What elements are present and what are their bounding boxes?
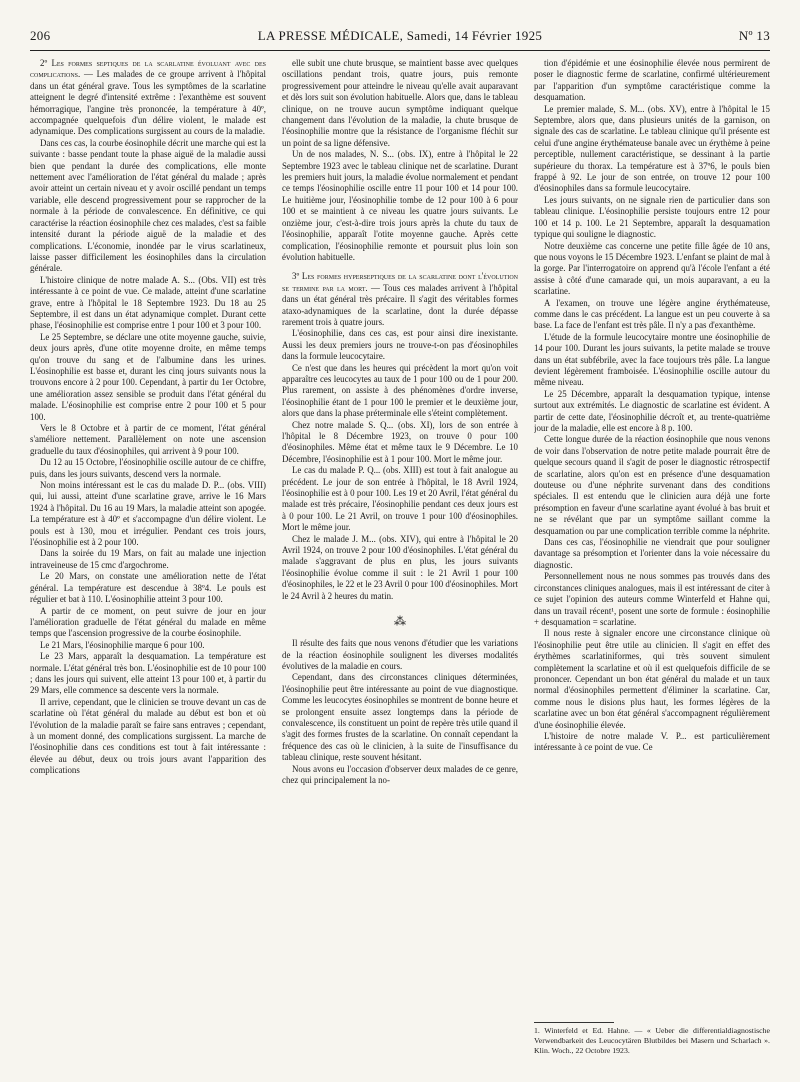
paragraph: Il résulte des faits que nous venons d'étudier que les variations de la réaction éosinophile soulignent les diverses modalités évolutives de la maladie en cours. xyxy=(282,638,518,671)
paragraph: L'histoire clinique de notre malade A. S... (Obs. VII) est très intéressante à ce point de vue. Ce malade, atteint d'une scarlatine grave, entre à l'hôpital le 18 Septembre 1923. Du 18 au 25 Septembre, il est dans un état adynamique complet. Durant cette phase, l'éosinophilie est comprise entre 1 pour 100 et 3 pour 100. xyxy=(30,274,266,331)
paragraph: Cependant, dans des circonstances cliniques déterminées, l'éosinophilie peut être intéressante au point de vue diagnostique. Comme les leucocytes éosinophiles se montrent de bonne heure et se prolongent ensuite assez longtemps dans la période de convalescence, ils constituent un point de repère très utile quand il s'agit des formes frustes de la scarlatine. On connaît cependant la fréquence des cas où le clinicien, à la suite de l'insuffisance du tableau clinique, reste souvent hésitant. xyxy=(282,672,518,763)
paragraph: Dans ces cas, l'éosinophilie ne viendrait que pour souligner davantage sa présomption et l'orienter dans la voie nécessaire du diagnostic. xyxy=(534,537,770,570)
page-number: 206 xyxy=(30,28,51,43)
paragraph: Les jours suivants, on ne signale rien de particulier dans son tableau clinique. L'éosinophilie persiste toujours entre 12 pour 100 et 14 p. 100. Le 21 Septembre, apparaît la desquamation typique qui souligne le diagnostic. xyxy=(534,194,770,240)
column-2 xyxy=(282,58,518,1058)
paragraph: Non moins intéressant est le cas du malade D. P... (obs. VIII) qui, lui aussi, atteint d'une scarlatine grave, arrive le 16 Mars 1924 à l'hôpital. Du 16 au 19 Mars, la maladie atteint son apogée. La température est à 40º et s'accompagne d'un délire violent. Le pouls est à 130, mou et irrégulier. Pendant ces trois jours, l'éosinophilie est à 2 pour 100. xyxy=(30,480,266,548)
column-1 xyxy=(30,58,266,1058)
section-heading: 3º Les formes hyperseptiques de la scarlatine dont l'évolution se termine par la mort. xyxy=(282,271,518,293)
paragraph: Chez notre malade S. Q... (obs. XI), lors de son entrée à l'hôpital le 8 Décembre 1923, on trouve 0 pour 100 d'éosinophiles. Même état et même taux le 9 Décembre. Le 10 Décembre, l'éosinophilie est à 1 pour 100. Mort le même jour. xyxy=(282,419,518,464)
footnote-rule xyxy=(534,1022,614,1023)
issue-number: Nº 13 xyxy=(738,28,770,43)
paragraph: Le 21 Mars, l'éosinophilie marque 6 pour 100. xyxy=(40,639,205,650)
paragraph: Du 12 au 15 Octobre, l'éosinophilie oscille autour de ce chiffre, puis, dans les jours suivants, descend vers la normale. xyxy=(30,457,266,479)
section-gap xyxy=(282,263,518,271)
paragraph: Cette longue durée de la réaction éosinophile que nous venons de voir dans l'observation de notre petite malade pourrait être de quelque secours quand il s'agit de poser le diagnostic rétrospectif de scarlatine, alors qu'on est en présence d'une desquamation douteuse ou d'une néphrite survenant dans des conditions spéciales. Il est entendu que le clinicien aura déjà une forte présomption en faveur d'une scarlatine ayant évolué à bas bruit et ne se révélant que par un symptôme saillant comme la desquamation ou par une complication terrible comme la néphrite. xyxy=(534,434,770,536)
paragraph: Chez le malade J. M... (obs. XIV), qui entre à l'hôpital le 20 Avril 1924, on trouve 2 pour 100 d'éosinophiles. L'état général du malade s'aggravant de plus en plus, les jours suivants l'éosinophilie évolue comme il suit : le 21 Avril 1 pour 100 d'éosinophiles, le 22 et le 23 Avril 0 pour 100 d'éosinophiles. Mort le 24 Avril à 2 heures du matin. xyxy=(282,533,518,601)
paragraph: A partir de ce moment, on peut suivre de jour en jour l'amélioration graduelle de l'état général du malade en même temps que l'ascension progressive de la courbe éosinophile. xyxy=(30,605,266,639)
paragraph: Il nous reste à signaler encore une circonstance clinique où l'éosinophilie peut être utile au clinicien. Il s'agit en effet des érythèmes scarlatiniformes, qui très souvent simulent complètement la scarlatine et où il est quelquefois difficile de se prononcer. Cependant un bon état général du malade et un taux normal d'éosinophiles permettent d'éliminer la scarlatine. Car, comme nous le disions plus haut, les formes légères de la scarlatine avec un bon état général s'accompagnent régulièrement d'une éosinophilie élevée. xyxy=(534,628,770,730)
paragraph: Le 23 Mars, apparaît la desquamation. La température est normale. L'état général très bon. L'éosinophilie est de 10 pour 100 ; dans les jours qui suivent, elle atteint 13 pour 100 et, à partir du 29 Mars, elle commence sa descente vers la normale. xyxy=(30,651,266,696)
paragraph: Ce n'est que dans les heures qui précèdent la mort qu'on voit apparaître ces leucocytes au taux de 1 pour 100 ou de 1 pour 200. Plus rarement, on assiste à des phénomènes d'ordre inverse, l'éosinophilie étant de 1 pour 100 le premier et le deuxième jour, alors que dans la phase préterminale elle s'éteint complètement. xyxy=(282,362,518,419)
paragraph: 2º Les formes septiques de la scarlatine évoluant avec des complications. — Les malades de ce groupe arrivent à l'hôpital dans un état général grave. Tous les symptômes de la scarlatine atteignent le degré d'intensité extrême : l'exanthème est souvent hémorragique, l'angine très prononcée, la température à 40º, accompagnée quelquefois d'un délire violent, le malade est adynamique. Des complications surgissent au cours de la maladie. xyxy=(30,58,266,137)
paragraph: L'étude de la formule leucocytaire montre une éosinophilie de 14 pour 100. Durant les jours suivants, la petite malade se trouve dans un état subfébrile, avec la face toujours très pâle. La langue devient légèrement framboisée. L'éosinophilie oscille autour du même niveau. xyxy=(534,331,770,388)
section-heading: 2º Les formes septiques de la scarlatine évoluant avec des complications. xyxy=(30,58,266,80)
paragraph: Le cas du malade P. Q... (obs. XIII) est tout à fait analogue au précédent. Le jour de son entrée à l'hôpital, le 18 Avril 1924, l'éosinophilie est à 0 pour 100. Les 19 et 20 Avril, l'état général du malade est très précaire, l'éosinophilie pendant ces deux jours est à 0 pour 100. Le 21 Avril, on trouve 1 pour 100 d'éosinophiles. Mort le même jour. xyxy=(282,465,518,533)
paragraph: Le 25 Décembre, apparaît la desquamation typique, intense surtout aux extrémités. Le diagnostic de scarlatine est évident. A partir de cette date, l'éosinophilie décroît et, au trente-quatrième jour de la maladie, elle est encore à 8 p. 100. xyxy=(534,388,770,433)
paragraph: Le 20 Mars, on constate une amélioration nette de l'état général. La température est descendue à 38º4. Le pouls est régulier et bat à 110. L'éosinophilie atteint 3 pour 100. xyxy=(30,571,266,605)
paragraph: Le premier malade, S. M... (obs. XV), entre à l'hôpital le 15 Septembre, alors que, dans plusieurs unités de la garnison, on signale des cas de scarlatine. Le tableau clinique qu'il présente est celui d'une angine érythémateuse banale avec un érythème à peine perceptible, nullement caractéristique, se dessinant à la partie supérieure du thorax. La température est à 37º6, le pouls bien frappé à 92. Le jour de son entrée, on trouve 12 pour 100 d'éosinophiles dans sa formule leucocytaire. xyxy=(534,103,770,194)
asterism-divider: ⁂ xyxy=(394,614,406,629)
page-header xyxy=(30,28,770,48)
paragraph: tion d'épidémie et une éosinophilie élevée nous permirent de poser le diagnostic ferme de scarlatine, confirmé ultérieurement par l'apparition d'un symptôme caractéristique comme la desquamation. xyxy=(534,58,770,103)
journal-title: LA PRESSE MÉDICALE, Samedi, 14 Février 1925 xyxy=(257,28,543,43)
footnote: 1. Winterfeld et Ed. Hahne. — « Ueber die differentialdiagnostische Verwendbarkeit des Leucocytären Blutbildes bei Masern und Scharlach ». Klin. Woch., 22 Octobre 1923. xyxy=(534,1026,770,1055)
paragraph: Dans ces cas, la courbe éosinophile décrit une marche qui est la suivante : basse pendant toute la phase aiguë de la maladie aussi bien que pendant la durée des complications, elle monte nettement avec l'amélioration de l'état général du malade ; après avoir atteint un certain niveau et y avoir oscillé pendant un temps variable, elle descend progressivement pour se rapprocher de la normale à la période de convalescence. En définitive, ce qui caractérise la réaction éosinophile chez ces malades, c'est sa faible intensité durant la période aiguë de la maladie et des complications. L'économie, inondée par le virus scarlatineux, laisse passer difficilement les éosinophiles dans la circulation générale. xyxy=(30,137,266,274)
paragraph: Notre deuxième cas concerne une petite fille âgée de 10 ans, que nous voyons le 15 Décembre 1923. L'enfant se plaint de mal à la gorge. Par l'interrogatoire on apprend qu'à l'école l'enfant a été assise à côté d'une camarade qui, un mois auparavant, a eu la scarlatine. xyxy=(534,240,770,297)
paragraph: elle subit une chute brusque, se maintient basse avec quelques oscillations pendant trois, quatre jours, puis remonte progressivement pour atteindre le niveau qu'elle avait auparavant et dès lors suit son évolution habituelle. Alors que, dans le tableau clinique, on ne trouve aucun symptôme indiquant quelque changement dans l'évolution de la maladie, la chute brusque de l'éosinophilie montre que la résistance de l'organisme fléchit sur un point de sa ligne défensive. xyxy=(282,58,518,148)
column-3 xyxy=(534,58,770,1058)
paragraph: Il arrive, cependant, que le clinicien se trouve devant un cas de scarlatine où l'état général du malade au début est bon et où l'évolution de la maladie paraît se faire sans entraves ; cependant, à un moment donné, des complications surgissent. La marche de l'éosinophilie dans ces conditions est tout à fait intéressante : élevée au début, deux ou trois jours avant l'apparition des complications xyxy=(30,696,266,776)
paragraph: 3º Les formes hyperseptiques de la scarlatine dont l'évolution se termine par la mort. — Tous ces malades arrivent à l'hôpital dans un état général très précaire. Il s'agit des véritables formes ataxo-adynamiques de la scarlatine, dont la durée dépasse rarement trois à quatre jours. xyxy=(282,271,518,327)
paragraph: Personnellement nous ne nous sommes pas trouvés dans des circonstances cliniques analogues, mais il est intéressant de citer à ce sujet l'opinion des auteurs comme Winterfeld et Hahne qui, dans un travail récent¹, posent une sorte de formule : éosinophilie + desquamation = scarlatine. xyxy=(534,571,770,627)
header-rule xyxy=(30,50,770,51)
paragraph: L'éosinophilie, dans ces cas, est pour ainsi dire inexistante. Aussi les deux premiers jours ne trouve-t-on pas d'éosinophiles dans la formule leucocytaire. xyxy=(282,328,518,362)
paragraph: L'histoire de notre malade V. P... est particulièrement intéressante à ce point de vue. Ce xyxy=(534,730,770,753)
paragraph: Nous avons eu l'occasion d'observer deux malades de ce genre, chez qui principalement la no- xyxy=(282,763,518,785)
paragraph: Le 25 Septembre, se déclare une otite moyenne gauche, suivie, deux jours après, d'une otite moyenne droite, en même temps qu'on trouve du sang et de l'albumine dans les urines. L'éosinophilie est basse et, durant les cinq jours suivants nous la trouvons encore à 2 pour 100. Cependant, à partir du 1er Octobre, une amélioration assez sensible se produit dans l'état général du malade. L'éosinophilie est comprise entre 2 pour 100 et 5 pour 100. xyxy=(30,331,266,422)
paragraph: A l'examen, on trouve une légère angine érythémateuse, comme dans le cas précédent. La langue est un peu couverte à sa base. La face de l'enfant est très pâle. Il n'y a pas d'exanthème. xyxy=(534,297,770,331)
paragraph: Dans la soirée du 19 Mars, on fait au malade une injection intraveineuse de 15 cmc d'argochrome. xyxy=(30,548,266,570)
paragraph: Vers le 8 Octobre et à partir de ce moment, l'état général s'améliore nettement. Parallèlement on note une ascension graduelle du taux d'éosinophiles, qui arrivent à 9 pour 100. xyxy=(30,423,266,456)
paragraph: Un de nos malades, N. S... (obs. IX), entre à l'hôpital le 22 Septembre 1923 avec le tableau clinique net de scarlatine. Durant les premiers huit jours, la maladie évolue normalement et pendant ce temps l'éosinophilie oscille entre 11 pour 100 et 14 pour 100. Le huitième jour, l'éosinophilie tombe de 12 pour 100 à 6 pour 100 et se maintient à ce niveau les quatre jours suivants. Le onzième jour, c'est-à-dire trois jours après la chute du taux de l'éosinophilie, apparaît l'otite moyenne gauche. Après cette complication, l'éosinophilie remonte et poursuit plus loin son évolution habituelle. xyxy=(282,149,518,262)
